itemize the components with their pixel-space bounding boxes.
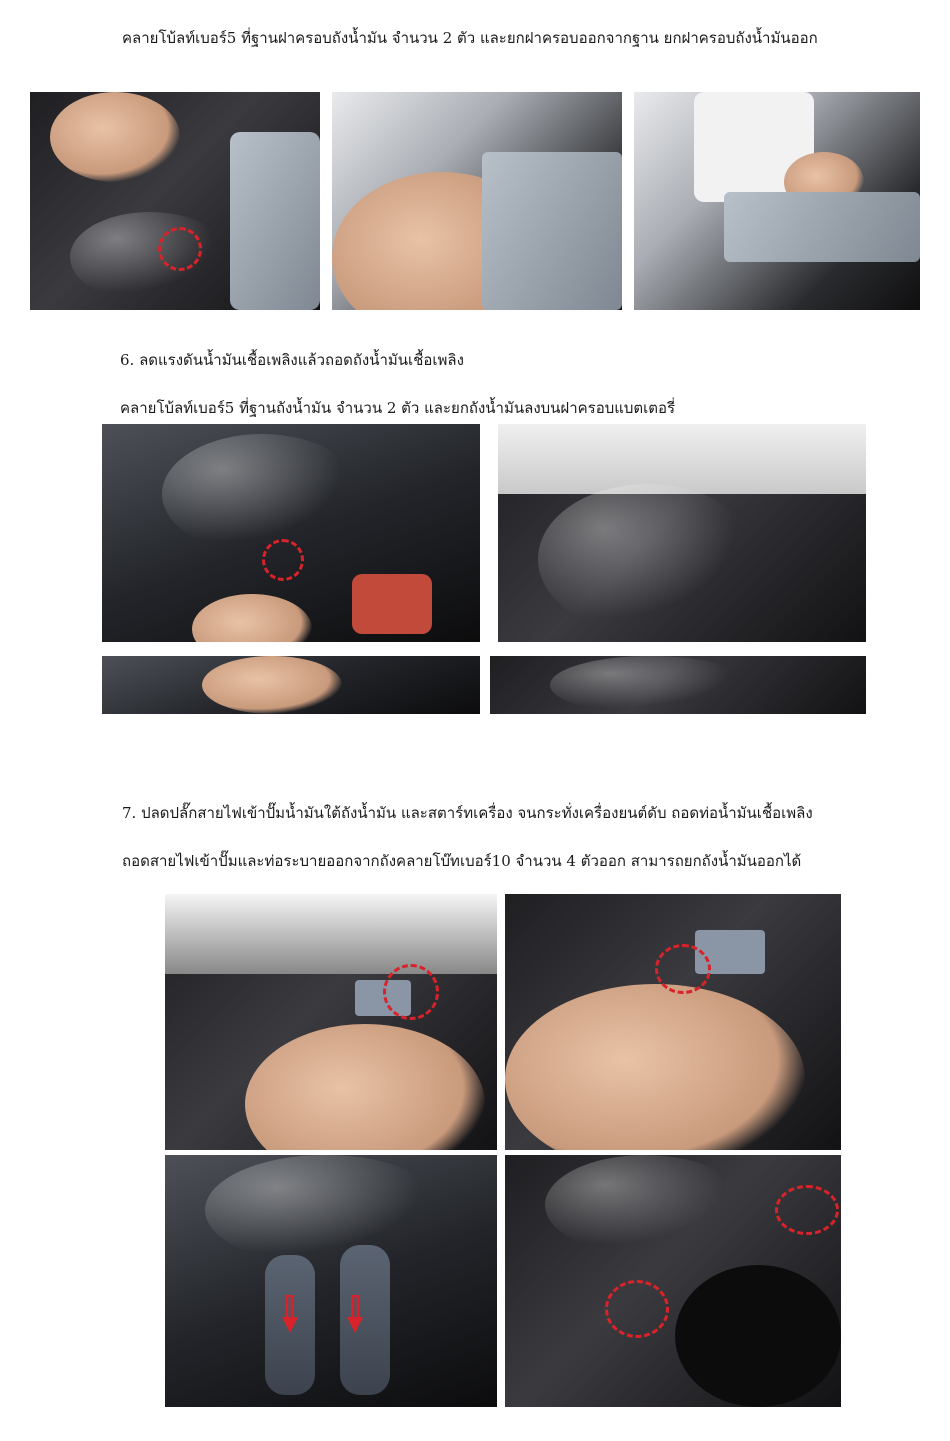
photo-tank-under-detail	[490, 656, 866, 714]
photo-tank-bolts	[505, 1155, 841, 1407]
photo-tank-base-bolt	[102, 424, 480, 642]
photo-removing-tank-cover	[634, 92, 920, 310]
photo-unplugging-connector	[505, 894, 841, 1150]
photo-tank-base-detail	[102, 656, 480, 714]
photo-tank-lowered	[498, 424, 866, 642]
highlight-connector-circle	[655, 944, 711, 994]
highlight-bolt-circle	[605, 1280, 669, 1338]
step-7-heading: 7. ปลดปลั๊กสายไฟเข้าปั๊มน้ำมันใต้ถังน้ำมัน และสตาร์ทเครื่อง จนกระทั่งเครื่องยนต์ดับ ถอดท่อน้ำมันเชื้อเพลิง	[122, 804, 813, 822]
highlight-bolt-circle	[775, 1185, 839, 1235]
instruction-line-3: คลายโบ้ลท์เบอร์5 ที่ฐานถังน้ำมัน จำนวน 2 ตัว และยกถังน้ำมันลงบนฝาครอบแบตเตอรี่	[120, 399, 676, 417]
instruction-line-1: คลายโบ้ลท์เบอร์5 ที่ฐานฝาครอบถังน้ำมัน จำนวน 2 ตัว และยกฝาครอบออกจากฐาน ยกฝาครอบถังน้ำมันออก	[122, 29, 818, 47]
highlight-bolt-circle	[262, 539, 304, 581]
highlight-connector-circle	[383, 964, 439, 1020]
down-arrow-icon	[347, 1295, 363, 1335]
instruction-line-5: ถอดสายไฟเข้าปั๊มและท่อระบายออกจากถังคลายโบ๊ทเบอร์10 จำนวน 4 ตัวออก สามารถยกถังน้ำมันออกได้	[122, 852, 802, 870]
photo-fuel-hoses	[165, 1155, 497, 1407]
highlight-bolt-circle	[158, 227, 202, 271]
photo-pump-connector	[165, 894, 497, 1150]
photo-lifting-cover-hand	[332, 92, 622, 310]
step-6-heading: 6. ลดแรงดันน้ำมันเชื้อเพลิงแล้วถอดถังน้ำมันเชื้อเพลิง	[120, 351, 464, 369]
photo-fuel-tank-cover-bolts	[30, 92, 320, 310]
down-arrow-icon	[282, 1295, 298, 1335]
